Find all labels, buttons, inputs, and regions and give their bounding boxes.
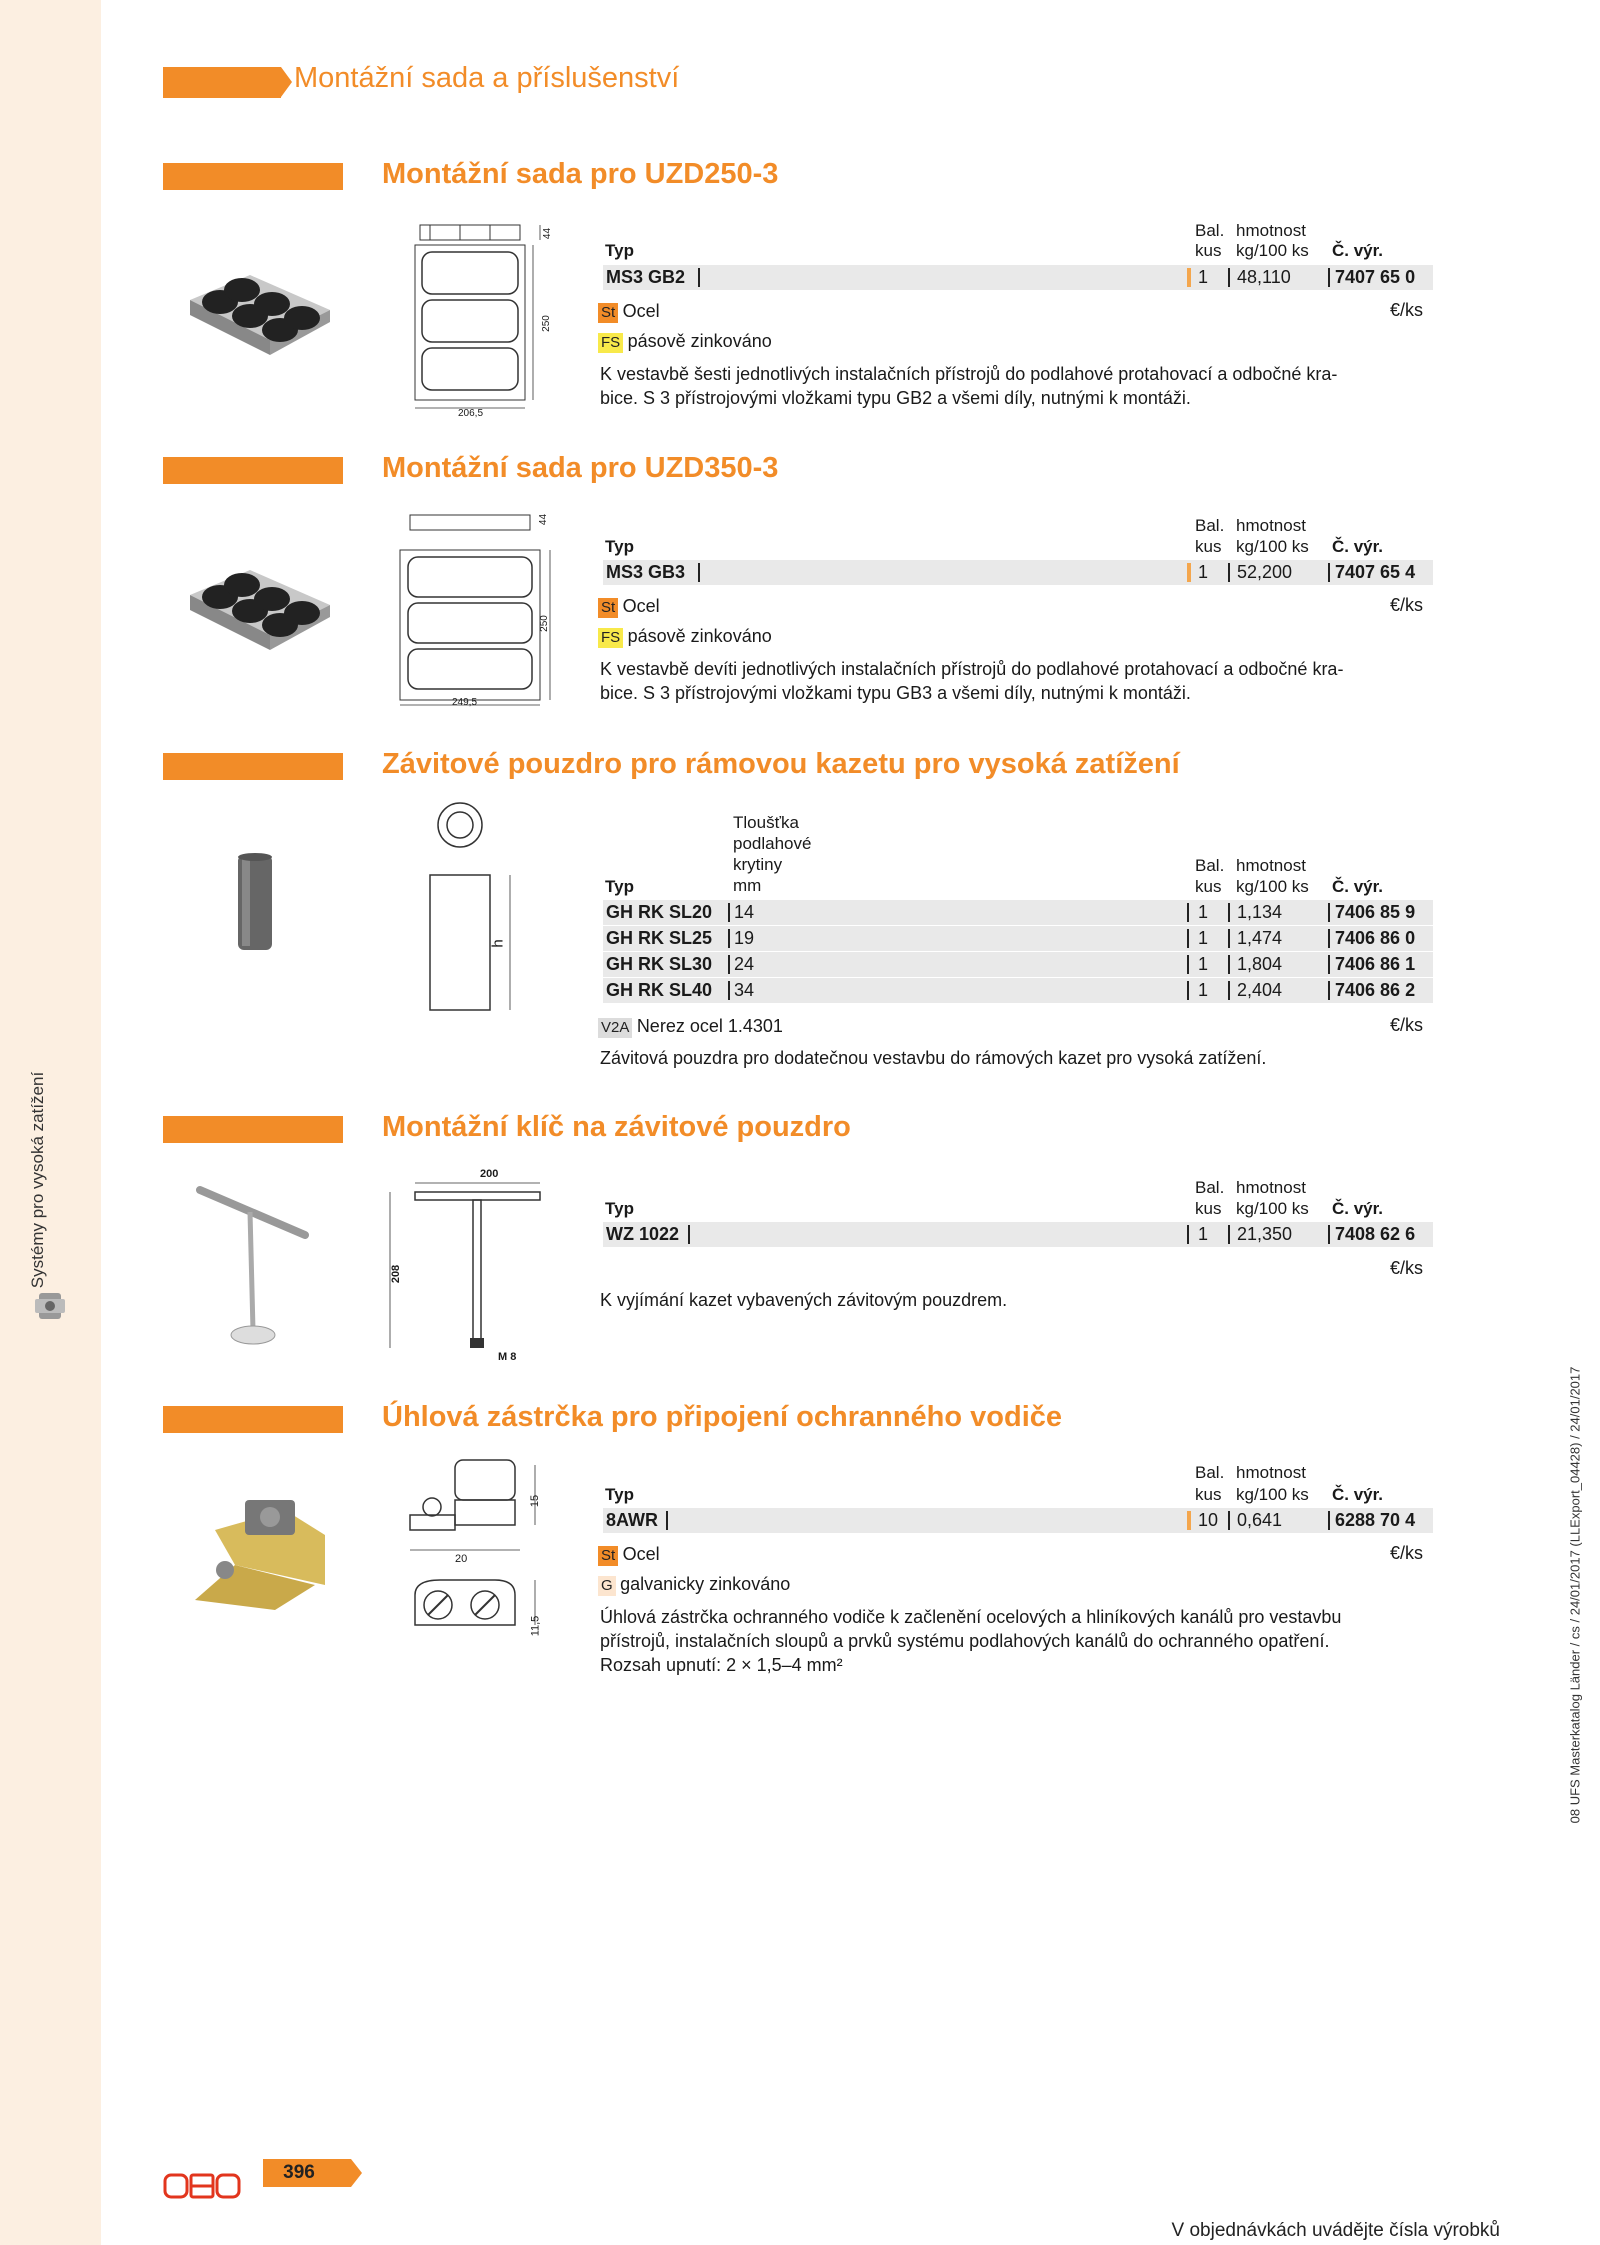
header-cvyr: Č. výr. — [1332, 1485, 1384, 1504]
header-hmotnost: hmotnost — [1236, 1463, 1306, 1482]
cell-cvyr: 7407 65 0 — [1335, 267, 1416, 287]
col-separator — [1228, 563, 1230, 582]
cell-bal: 10 — [1198, 1510, 1219, 1530]
col-separator — [728, 929, 730, 948]
side-label: Systémy pro vysoká zatížení — [28, 1071, 47, 1289]
header-kg100: kg/100 ks — [1236, 877, 1309, 896]
header-kus: kus — [1195, 241, 1222, 260]
header-typ: Typ — [605, 537, 634, 556]
mounting-set-photo — [180, 260, 340, 370]
finish-line — [598, 1574, 790, 1596]
header-bal: Bal. — [1195, 1463, 1225, 1482]
header-kg100: kg/100 ks — [1236, 241, 1309, 260]
col-separator — [1328, 981, 1330, 1000]
dim-width: 206,5 — [458, 408, 484, 419]
mounting-key-photo — [195, 1180, 315, 1355]
section-title: Úhlová zástrčka pro připojení ochranného vodiče — [382, 1401, 1063, 1433]
col-separator — [728, 955, 730, 974]
cell-cvyr: 7406 86 1 — [1335, 954, 1416, 974]
dim-width: 249,5 — [452, 697, 478, 708]
cell-bal: 1 — [1198, 980, 1209, 1000]
dim-height: 250 — [538, 615, 550, 632]
dim-width: 20 — [455, 1553, 468, 1565]
section-bar — [163, 753, 343, 780]
description — [600, 362, 1600, 410]
col-separator — [688, 1225, 690, 1244]
section-title: Montážní sada pro UZD250-3 — [382, 158, 779, 190]
col-separator — [1228, 903, 1230, 922]
col-separator — [1187, 955, 1189, 974]
technical-drawing — [425, 800, 535, 1015]
col-separator — [728, 981, 730, 1000]
header-bal: Bal. — [1195, 221, 1225, 240]
dim-width: 200 — [480, 1168, 499, 1180]
header-cvyr: Č. výr. — [1332, 241, 1384, 260]
header-bal: Bal. — [1195, 856, 1225, 875]
header-thickness-line: podlahové — [733, 834, 812, 853]
cell-weight: 2,404 — [1237, 980, 1283, 1000]
material-line — [598, 596, 660, 618]
header-typ: Typ — [605, 1485, 634, 1504]
header-hmotnost: hmotnost — [1236, 856, 1306, 875]
cell-weight: 1,804 — [1237, 954, 1283, 974]
cell-typ: GH RK SL25 — [606, 928, 713, 948]
col-separator-highlight — [1187, 563, 1191, 582]
table-row — [603, 952, 1433, 977]
col-separator — [728, 903, 730, 922]
cell-bal: 1 — [1198, 928, 1209, 948]
cell-cvyr: 7407 65 4 — [1335, 562, 1416, 582]
section-title: Závitové pouzdro pro rámovou kazetu pro vysoká zatížení — [382, 748, 1180, 780]
dim-depth: 44 — [542, 227, 554, 240]
cell-cvyr: 7406 86 2 — [1335, 980, 1416, 1000]
header-thickness-line: Tloušťka — [733, 813, 799, 832]
cell-bal: 1 — [1198, 902, 1209, 922]
col-separator — [1328, 955, 1330, 974]
header-cvyr: Č. výr. — [1332, 877, 1384, 896]
description — [600, 657, 1600, 705]
left-margin-strip — [0, 0, 101, 2245]
cell-weight: 48,110 — [1237, 267, 1291, 287]
col-separator — [1228, 268, 1230, 287]
cell-cvyr: 7408 62 6 — [1335, 1224, 1416, 1244]
description — [600, 1046, 1600, 1070]
col-separator-highlight — [1187, 268, 1191, 287]
cell-weight: 52,200 — [1237, 562, 1293, 582]
chapter-bar — [163, 67, 281, 98]
cell-cvyr: 6288 70 4 — [1335, 1510, 1416, 1530]
material-code: St — [598, 598, 618, 618]
cell-cvyr: 7406 85 9 — [1335, 902, 1416, 922]
cell-typ: 8AWR — [606, 1510, 659, 1530]
material-code: St — [598, 1546, 618, 1566]
dim-height: 250 — [540, 315, 552, 332]
col-separator — [1228, 929, 1230, 948]
table-row — [603, 1508, 1433, 1533]
footer-note: V objednávkách uvádějte čísla výrobků — [1171, 2220, 1500, 2241]
section-title: Montážní sada pro UZD350-3 — [382, 452, 779, 484]
cell-typ: WZ 1022 — [606, 1224, 680, 1244]
col-separator — [1228, 1225, 1230, 1244]
dim-depth: 44 — [538, 513, 550, 526]
header-thickness — [733, 812, 811, 896]
description — [600, 1288, 1600, 1312]
header-thickness-line: krytiny — [733, 855, 783, 874]
dim-height: 208 — [390, 1264, 403, 1284]
description — [600, 1605, 1600, 1677]
col-separator — [698, 563, 700, 582]
header-cvyr: Č. výr. — [1332, 1199, 1384, 1218]
technical-drawing — [400, 215, 560, 420]
material-text: Ocel — [622, 1544, 660, 1564]
cell-bal: 1 — [1198, 267, 1209, 287]
cell-mm: 34 — [734, 980, 755, 1000]
material-text: Ocel — [622, 301, 660, 321]
technical-drawing — [380, 1178, 550, 1363]
cell-typ: MS3 GB3 — [606, 562, 686, 582]
col-separator — [1187, 903, 1189, 922]
header-kg100: kg/100 ks — [1236, 1199, 1309, 1218]
material-line — [598, 301, 660, 323]
finish-code: FS — [598, 628, 623, 648]
col-separator — [698, 268, 700, 287]
header-kus: kus — [1195, 1485, 1222, 1504]
material-text: Nerez ocel 1.4301 — [636, 1016, 783, 1036]
cable-gland-icon — [29, 1285, 71, 1327]
dim-thread: M 8 — [498, 1351, 517, 1363]
description-line: Úhlová zástrčka ochranného vodiče k začlenění ocelových a hliníkových kanálů pro vestavbu — [600, 1607, 1342, 1627]
header-kus: kus — [1195, 537, 1222, 556]
header-typ: Typ — [605, 877, 634, 896]
col-separator — [1328, 268, 1330, 287]
cell-mm: 24 — [734, 954, 755, 974]
header-kus: kus — [1195, 877, 1222, 896]
angle-connector-photo — [175, 1490, 335, 1615]
chapter-bar-tip — [281, 67, 292, 97]
section-bar — [163, 457, 343, 484]
description-line: bice. S 3 přístrojovými vložkami typu GB2 a všemi díly, nutnými k montáži. — [600, 388, 1191, 408]
header-cvyr: Č. výr. — [1332, 537, 1384, 556]
col-separator — [1187, 929, 1189, 948]
col-separator — [1187, 1225, 1189, 1244]
header-hmotnost: hmotnost — [1236, 1178, 1306, 1197]
finish-text: galvanicky zinkováno — [620, 1574, 791, 1594]
technical-drawing — [400, 1455, 550, 1675]
material-text: Ocel — [622, 596, 660, 616]
catalog-export-code: 08 UFS Masterkatalog Länder / cs / 24/01/2017 (LLExport_04428) / 24/01/2017 — [1567, 1366, 1583, 1824]
cell-weight: 21,350 — [1237, 1224, 1293, 1244]
price-unit: €/ks — [1390, 300, 1424, 320]
header-typ: Typ — [605, 241, 634, 260]
price-unit: €/ks — [1390, 1015, 1424, 1035]
description-line: K vyjímání kazet vybavených závitovým pouzdrem. — [600, 1290, 1008, 1310]
finish-code: G — [598, 1576, 616, 1596]
table-row — [603, 978, 1433, 1003]
mounting-set-photo — [180, 555, 340, 665]
section-bar — [163, 1406, 343, 1433]
cell-typ: MS3 GB2 — [606, 267, 686, 287]
price-unit: €/ks — [1390, 1543, 1424, 1563]
col-separator — [1187, 981, 1189, 1000]
finish-line — [598, 626, 772, 648]
cell-typ: GH RK SL20 — [606, 902, 713, 922]
table-row — [603, 560, 1433, 585]
cell-mm: 19 — [734, 928, 755, 948]
description-line: bice. S 3 přístrojovými vložkami typu GB3 a všemi díly, nutnými k montáži. — [600, 683, 1191, 703]
col-separator-highlight — [1187, 1511, 1191, 1530]
header-bal: Bal. — [1195, 516, 1225, 535]
cell-bal: 1 — [1198, 1224, 1209, 1244]
page-number-tip — [351, 2159, 362, 2187]
col-separator — [1228, 981, 1230, 1000]
description-line: Rozsah upnutí: 2 × 1,5–4 mm² — [600, 1655, 843, 1675]
cell-weight: 1,134 — [1237, 902, 1283, 922]
table-row — [603, 265, 1433, 290]
price-unit: €/ks — [1390, 595, 1424, 615]
col-separator — [1328, 563, 1330, 582]
description-line: K vestavbě šesti jednotlivých instalačních přístrojů do podlahové protahovací a odbočné kra- — [600, 364, 1338, 384]
price-unit: €/ks — [1390, 1258, 1424, 1278]
cell-weight: 0,641 — [1237, 1510, 1283, 1530]
finish-line — [598, 331, 772, 353]
material-code: V2A — [598, 1018, 632, 1038]
col-separator — [1228, 955, 1230, 974]
col-separator — [1328, 903, 1330, 922]
description-line: K vestavbě devíti jednotlivých instalačních přístrojů do podlahové protahovací a odbočné kra- — [600, 659, 1344, 679]
col-separator — [1228, 1511, 1230, 1530]
description-line: přístrojů, instalačních sloupů a prvků systému podlahových kanálů do ochranného opatření. — [600, 1631, 1330, 1651]
page-number: 396 — [283, 2162, 315, 2183]
header-bal: Bal. — [1195, 1178, 1225, 1197]
header-thickness-line: mm — [733, 876, 762, 895]
col-separator — [1328, 1511, 1330, 1530]
threaded-sleeve-photo — [230, 850, 280, 955]
material-code: St — [598, 303, 618, 323]
dim-h: h — [489, 939, 507, 948]
col-separator — [1328, 929, 1330, 948]
cell-typ: GH RK SL30 — [606, 954, 713, 974]
cell-mm: 14 — [734, 902, 755, 922]
material-line — [598, 1544, 660, 1566]
description-line: Závitová pouzdra pro dodatečnou vestavbu do rámových kazet pro vysoká zatížení. — [600, 1048, 1267, 1068]
cell-bal: 1 — [1198, 954, 1209, 974]
cell-typ: GH RK SL40 — [606, 980, 713, 1000]
col-separator — [1328, 1225, 1330, 1244]
finish-code: FS — [598, 333, 623, 353]
material-line — [598, 1016, 783, 1038]
cell-weight: 1,474 — [1237, 928, 1283, 948]
header-hmotnost: hmotnost — [1236, 516, 1306, 535]
col-separator — [666, 1511, 668, 1530]
table-row — [603, 926, 1433, 951]
table-row — [603, 900, 1433, 925]
section-title: Montážní klíč na závitové pouzdro — [382, 1111, 851, 1143]
dim-height-2: 11,5 — [529, 1615, 542, 1637]
header-typ: Typ — [605, 1199, 634, 1218]
section-bar — [163, 163, 343, 190]
obo-logo — [163, 2171, 241, 2201]
cell-cvyr: 7406 86 0 — [1335, 928, 1416, 948]
header-hmotnost: hmotnost — [1236, 221, 1306, 240]
cell-bal: 1 — [1198, 562, 1209, 582]
dim-height: 15 — [529, 1494, 542, 1508]
header-kus: kus — [1195, 1199, 1222, 1218]
technical-drawing — [390, 505, 565, 710]
header-kg100: kg/100 ks — [1236, 1485, 1309, 1504]
section-bar — [163, 1116, 343, 1143]
finish-text: pásově zinkováno — [627, 331, 772, 351]
table-row — [603, 1222, 1433, 1247]
finish-text: pásově zinkováno — [627, 626, 772, 646]
chapter-title: Montážní sada a příslušenství — [294, 62, 680, 94]
header-kg100: kg/100 ks — [1236, 537, 1309, 556]
